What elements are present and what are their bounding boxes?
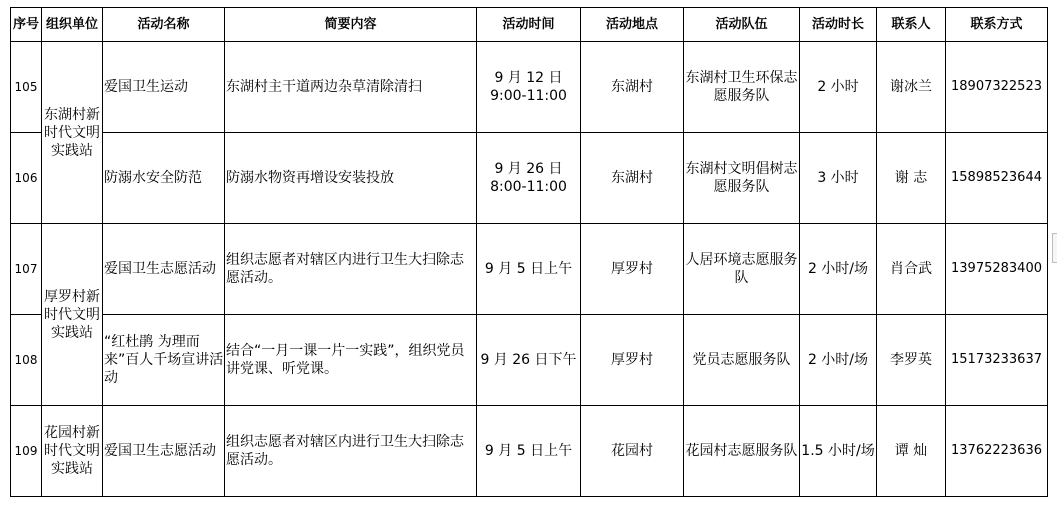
activity-place: 东湖村 xyxy=(581,42,684,133)
activity-duration: 2 小时/场 xyxy=(800,224,877,315)
row-seq: 108 xyxy=(11,315,42,406)
contact-person: 谭 灿 xyxy=(877,406,946,497)
activity-duration: 2 小时/场 xyxy=(800,315,877,406)
header-duration: 活动时长 xyxy=(800,8,877,42)
row-seq: 105 xyxy=(11,42,42,133)
activity-place: 厚罗村 xyxy=(581,224,684,315)
activity-content: 东湖村主干道两边杂草清除清扫 xyxy=(225,42,477,133)
activity-place: 东湖村 xyxy=(581,133,684,224)
contact-person: 李罗英 xyxy=(877,315,946,406)
activity-time: 9 月 26 日下午 xyxy=(477,315,581,406)
activity-name: “红杜鹃 为理而来”百人千场宣讲活动 xyxy=(103,315,225,406)
contact-phone: 15898523644 xyxy=(946,133,1048,224)
activity-team: 党员志愿服务队 xyxy=(684,315,800,406)
activity-name: 爱国卫生志愿活动 xyxy=(103,406,225,497)
activity-name: 爱国卫生志愿活动 xyxy=(103,224,225,315)
table-row xyxy=(11,315,1048,406)
activity-time: 9 月 5 日上午 xyxy=(477,406,581,497)
row-seq: 106 xyxy=(11,133,42,224)
activity-duration: 1.5 小时/场 xyxy=(800,406,877,497)
header-seq: 序号 xyxy=(11,8,42,42)
table-row xyxy=(11,406,1048,497)
table-row xyxy=(11,42,1048,133)
activity-time: 9 月 5 日上午 xyxy=(477,224,581,315)
header-team: 活动队伍 xyxy=(684,8,800,42)
activity-team: 花园村志愿服务队 xyxy=(684,406,800,497)
table-row xyxy=(11,133,1048,224)
activity-team: 东湖村卫生环保志愿服务队 xyxy=(684,42,800,133)
scroll-handle[interactable] xyxy=(1052,233,1057,263)
header-contact: 联系人 xyxy=(877,8,946,42)
header-org: 组织单位 xyxy=(42,8,103,42)
activity-content: 结合“一月一课一片一实践”，组织党员讲党课、听党课。 xyxy=(225,315,477,406)
org-cell: 厚罗村新时代文明实践站 xyxy=(42,224,103,406)
contact-person: 肖合武 xyxy=(877,224,946,315)
activity-team: 人居环境志愿服务队 xyxy=(684,224,800,315)
row-seq: 107 xyxy=(11,224,42,315)
activity-content: 组织志愿者对辖区内进行卫生大扫除志愿活动。 xyxy=(225,224,477,315)
header-time: 活动时间 xyxy=(477,8,581,42)
activity-name: 防溺水安全防范 xyxy=(103,133,225,224)
row-seq: 109 xyxy=(11,406,42,497)
activity-time: 9 月 12 日 9:00-11:00 xyxy=(477,42,581,133)
header-content: 简要内容 xyxy=(225,8,477,42)
activity-content: 组织志愿者对辖区内进行卫生大扫除志愿活动。 xyxy=(225,406,477,497)
contact-phone: 13762223636 xyxy=(946,406,1048,497)
activity-table xyxy=(10,7,1048,497)
header-name: 活动名称 xyxy=(103,8,225,42)
activity-place: 厚罗村 xyxy=(581,315,684,406)
activity-time: 9 月 26 日 8:00-11:00 xyxy=(477,133,581,224)
contact-person: 谢冰兰 xyxy=(877,42,946,133)
activity-name: 爱国卫生运动 xyxy=(103,42,225,133)
contact-person: 谢 志 xyxy=(877,133,946,224)
header-place: 活动地点 xyxy=(581,8,684,42)
activity-duration: 3 小时 xyxy=(800,133,877,224)
header-phone: 联系方式 xyxy=(946,8,1048,42)
contact-phone: 18907322523 xyxy=(946,42,1048,133)
org-cell: 花园村新时代文明实践站 xyxy=(42,406,103,497)
contact-phone: 15173233637 xyxy=(946,315,1048,406)
org-cell: 东湖村新时代文明实践站 xyxy=(42,42,103,224)
contact-phone: 13975283400 xyxy=(946,224,1048,315)
activity-duration: 2 小时 xyxy=(800,42,877,133)
activity-team: 东湖村文明倡树志愿服务队 xyxy=(684,133,800,224)
activity-place: 花园村 xyxy=(581,406,684,497)
activity-content: 防溺水物资再增设安装投放 xyxy=(225,133,477,224)
header-row xyxy=(11,8,1048,42)
table-row xyxy=(11,224,1048,315)
